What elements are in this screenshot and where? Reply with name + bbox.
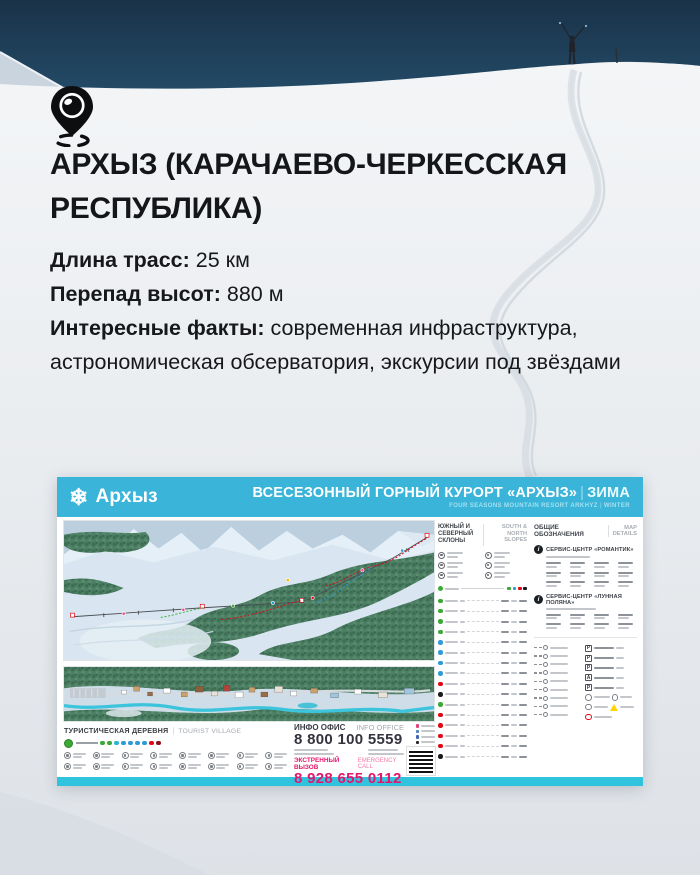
village-trail-dot	[156, 741, 161, 746]
service-item	[618, 562, 637, 568]
slopes-heading-ru: ЮЖНЫЙ И СЕВЕРНЫЙ СКЛОНЫ	[438, 524, 474, 545]
village-heading-ru: ТУРИСТИЧЕСКАЯ ДЕРЕВНЯ	[64, 726, 169, 735]
social-icon	[416, 730, 420, 734]
village-trail-dot	[100, 741, 105, 746]
fact-label: Перепад высот:	[50, 282, 221, 306]
contacts-block: ИНФО ОФИС INFO OFFICE 8 800 100 5559 ЭКСТРЕННЫЙ ВЫЗОВ EMERGENCY CALL 8 928 655 0112	[294, 723, 435, 775]
legend-icon	[265, 752, 272, 759]
legend-icon	[237, 763, 244, 770]
lift-type-row	[534, 660, 578, 668]
fact-line	[50, 311, 650, 379]
page-title: АРХЫЗ (КАРАЧАЕВО-ЧЕРКЕССКАЯ РЕСПУБЛИКА)	[50, 148, 567, 226]
social-links	[416, 724, 436, 744]
trail-list	[438, 596, 527, 762]
trail-difficulty-dot	[438, 744, 443, 749]
lift-icon	[543, 704, 548, 709]
first-aid-icon	[585, 714, 592, 721]
location-pin-icon	[47, 85, 97, 147]
legend-icon	[179, 752, 186, 759]
trail-row	[438, 720, 527, 730]
legend-icon-item	[438, 562, 481, 569]
village-trail-dot	[135, 741, 140, 746]
lift-type-row	[534, 652, 578, 660]
details-heading-en: MAP DETAILS	[608, 525, 637, 537]
village-legend-icon	[208, 762, 235, 771]
service-icon	[585, 694, 592, 701]
legend-icon	[179, 763, 186, 770]
village-trail-dot	[142, 741, 147, 746]
service-item	[546, 614, 565, 620]
trail-difficulty-dot	[438, 650, 443, 655]
service-item	[594, 562, 613, 568]
village-icon-grid	[64, 751, 292, 771]
legend-icon	[122, 752, 129, 759]
legend-icon	[93, 752, 100, 759]
poster-body	[57, 517, 643, 787]
lift-icon	[543, 696, 548, 701]
parking-row	[585, 663, 637, 673]
lift-type-row	[534, 711, 578, 719]
legend-icon	[64, 763, 71, 770]
trail-difficulty-dot	[438, 599, 443, 604]
details-heading-ru: ОБЩИЕ ОБОЗНАЧЕНИЯ	[534, 524, 584, 538]
lift-icon	[543, 654, 548, 659]
emergency-label: ЭКСТРЕННЫЙ ВЫЗОВ	[294, 756, 340, 771]
village-legend-icon	[179, 751, 206, 760]
village-legend-icon	[237, 762, 264, 771]
snowflake-icon: ❄	[69, 483, 89, 510]
fact-line	[50, 243, 650, 277]
facts-list	[50, 243, 650, 379]
lift-type-row	[534, 702, 578, 710]
slopes-icon-legend	[438, 552, 527, 579]
lift-type-legend	[534, 644, 578, 722]
legend-icon-item	[438, 572, 481, 579]
difficulty-swatch	[513, 587, 517, 591]
poster-subtitle: FOUR SEASONS MOUNTAIN RESORT ARKHYZ | WINTER	[449, 503, 630, 509]
trail-difficulty-dot	[438, 682, 443, 687]
warning-icon	[610, 704, 618, 711]
service-item	[546, 572, 565, 578]
service-item	[618, 614, 637, 620]
village-legend: ТУРИСТИЧЕСКАЯ ДЕРЕВНЯ | TOURIST VILLAGE	[64, 726, 292, 771]
village-legend-icon	[179, 762, 206, 771]
trail-difficulty-dot	[438, 734, 443, 739]
ridge-pole	[616, 48, 617, 63]
legend-icon-item	[485, 562, 528, 569]
village-legend-icon	[208, 751, 235, 760]
lift-icon	[543, 670, 548, 675]
trail-difficulty-dot	[438, 692, 443, 697]
legend-icon	[438, 572, 445, 579]
lift-icon	[543, 687, 548, 692]
service-item	[618, 581, 637, 587]
trail-difficulty-dot	[438, 713, 443, 718]
legend-icon	[122, 763, 129, 770]
service-icon	[612, 694, 619, 701]
village-trail-dot	[149, 741, 154, 746]
difficulty-swatches	[506, 587, 527, 591]
fact-value: 880 м	[220, 282, 284, 306]
map-details-panel	[534, 524, 637, 722]
trail-row	[438, 679, 527, 689]
lift-type-row	[534, 669, 578, 677]
service-item	[594, 623, 613, 629]
lift-icon	[543, 679, 548, 684]
slopes-heading-en: SOUTH & NORTH SLOPES	[483, 524, 527, 546]
lift-type-row	[534, 677, 578, 685]
lift-icon	[543, 645, 548, 650]
parking-row	[585, 644, 637, 654]
legend-icon	[237, 752, 244, 759]
trail-map-poster	[57, 477, 643, 786]
village-legend-icon	[237, 751, 264, 760]
emergency-phone: 8 928 655 0112	[294, 769, 402, 787]
trail-difficulty-dot	[438, 671, 443, 676]
village-legend-icon	[150, 762, 177, 771]
parking-icon: P	[586, 684, 591, 691]
legend-icon	[64, 752, 71, 759]
lift-icon	[543, 712, 548, 717]
village-trail-dots	[64, 739, 292, 747]
legend-icon-item	[485, 572, 528, 579]
service-item	[570, 581, 589, 587]
service-item	[546, 562, 565, 568]
difficulty-legend-row	[438, 585, 527, 593]
legend-icon	[485, 562, 492, 569]
village-legend-icon	[93, 762, 120, 771]
qr-code	[407, 747, 435, 775]
legend-icon	[485, 552, 492, 559]
service-item	[618, 572, 637, 578]
village-heading-en: TOURIST VILLAGE	[178, 728, 242, 735]
fact-label: Длина трасс:	[50, 248, 190, 272]
parking-icon: P	[586, 645, 591, 652]
service-item	[570, 614, 589, 620]
trail-row	[438, 710, 527, 720]
difficulty-swatch	[523, 587, 527, 591]
village-legend-icon	[64, 751, 91, 760]
service-center-romantik: i СЕРВИС-ЦЕНТР «РОМАНТИК»	[534, 545, 637, 587]
poster-title: ВСЕСЕЗОННЫЙ ГОРНЫЙ КУРОРТ «АРХЫЗ» | ЗИМА	[252, 485, 630, 501]
social-icon	[416, 741, 420, 745]
service-item	[570, 572, 589, 578]
lift-type-row	[534, 685, 578, 693]
lift-icon	[543, 662, 548, 667]
social-icon	[416, 735, 420, 739]
legend-icon-item	[438, 552, 481, 559]
legend-icon	[150, 752, 157, 759]
social-row	[416, 724, 436, 728]
village-legend-icon	[93, 751, 120, 760]
service-item	[618, 623, 637, 629]
legend-icon	[485, 572, 492, 579]
trail-difficulty-dot	[438, 619, 443, 624]
trail-row	[438, 606, 527, 616]
info-office-label: ИНФО ОФИС	[294, 723, 346, 732]
resort-logo	[69, 483, 158, 510]
trail-difficulty-dot	[438, 661, 443, 666]
service-icon	[585, 704, 592, 711]
legend-icon-item	[485, 552, 528, 559]
trail-row	[438, 731, 527, 741]
village-trail-dot	[114, 741, 119, 746]
village-legend-icon	[122, 751, 149, 760]
info-icon: i	[534, 545, 543, 554]
fact-label: Интересные факты:	[50, 316, 265, 340]
trail-difficulty-dot	[438, 640, 443, 645]
legend-icon	[438, 562, 445, 569]
info-icon: i	[534, 595, 543, 604]
trail-row	[438, 616, 527, 626]
parking-legend	[585, 644, 637, 693]
trail-row	[438, 751, 527, 761]
village-map-illustration	[63, 666, 435, 722]
lift-type-row	[534, 694, 578, 702]
trail-difficulty-dot	[438, 754, 443, 759]
slopes-panel	[438, 524, 527, 762]
info-phone: 8 800 100 5559	[294, 731, 403, 748]
trail-difficulty-dot	[438, 702, 443, 707]
lift-start-dot	[64, 739, 73, 748]
parking-row	[585, 683, 637, 693]
trail-row	[438, 596, 527, 606]
trail-row	[438, 648, 527, 658]
fact-value: современная инфраструктура, астрономическая обсерватория, экскурсии под звёздами	[50, 316, 621, 374]
village-legend-icon	[265, 762, 292, 771]
social-row	[416, 730, 436, 734]
trail-row	[438, 699, 527, 709]
trail-difficulty-dot	[438, 630, 443, 635]
trail-row	[438, 658, 527, 668]
fact-value: 25 км	[189, 248, 250, 272]
village-trail-dot	[107, 741, 112, 746]
service-item	[594, 581, 613, 587]
village-trail-dot	[121, 741, 126, 746]
village-legend-icon	[150, 751, 177, 760]
parking-row	[585, 653, 637, 663]
legend-icon	[208, 763, 215, 770]
service-item	[546, 623, 565, 629]
service-item	[594, 614, 613, 620]
legend-icon	[265, 763, 272, 770]
village-legend-icon	[265, 751, 292, 760]
social-row	[416, 741, 436, 745]
slopes-map-illustration	[63, 520, 435, 661]
service-center-lunnaya-polyana: i СЕРВИС-ЦЕНТР «ЛУННАЯ ПОЛЯНА»	[534, 594, 637, 629]
legend-icon	[150, 763, 157, 770]
lift-type-row	[534, 644, 578, 652]
village-legend-icon	[122, 762, 149, 771]
parking-row	[585, 673, 637, 683]
season-label: ЗИМА	[587, 485, 630, 501]
service-item	[570, 562, 589, 568]
parking-icon: P	[586, 655, 591, 662]
legend-icon	[208, 752, 215, 759]
service-item	[570, 623, 589, 629]
parking-icon: P	[586, 664, 591, 671]
trail-difficulty-dot	[438, 723, 443, 728]
trail-row	[438, 689, 527, 699]
village-trail-dot	[128, 741, 133, 746]
difficulty-swatch	[507, 587, 511, 591]
trail-difficulty-dot	[438, 609, 443, 614]
service-item	[546, 581, 565, 587]
legend-icon	[93, 763, 100, 770]
social-row	[416, 735, 436, 739]
resort-logo-text: Архыз	[95, 486, 158, 507]
service-item	[594, 572, 613, 578]
trail-row	[438, 627, 527, 637]
fact-line	[50, 277, 650, 311]
general-legend	[534, 637, 637, 722]
parking-icon: A	[586, 674, 591, 681]
social-icon	[416, 724, 420, 728]
poster-header	[57, 477, 643, 517]
legend-icon	[438, 552, 445, 559]
trail-row	[438, 637, 527, 647]
difficulty-swatch	[518, 587, 522, 591]
trail-row	[438, 668, 527, 678]
trail-row	[438, 741, 527, 751]
village-legend-icon	[64, 762, 91, 771]
